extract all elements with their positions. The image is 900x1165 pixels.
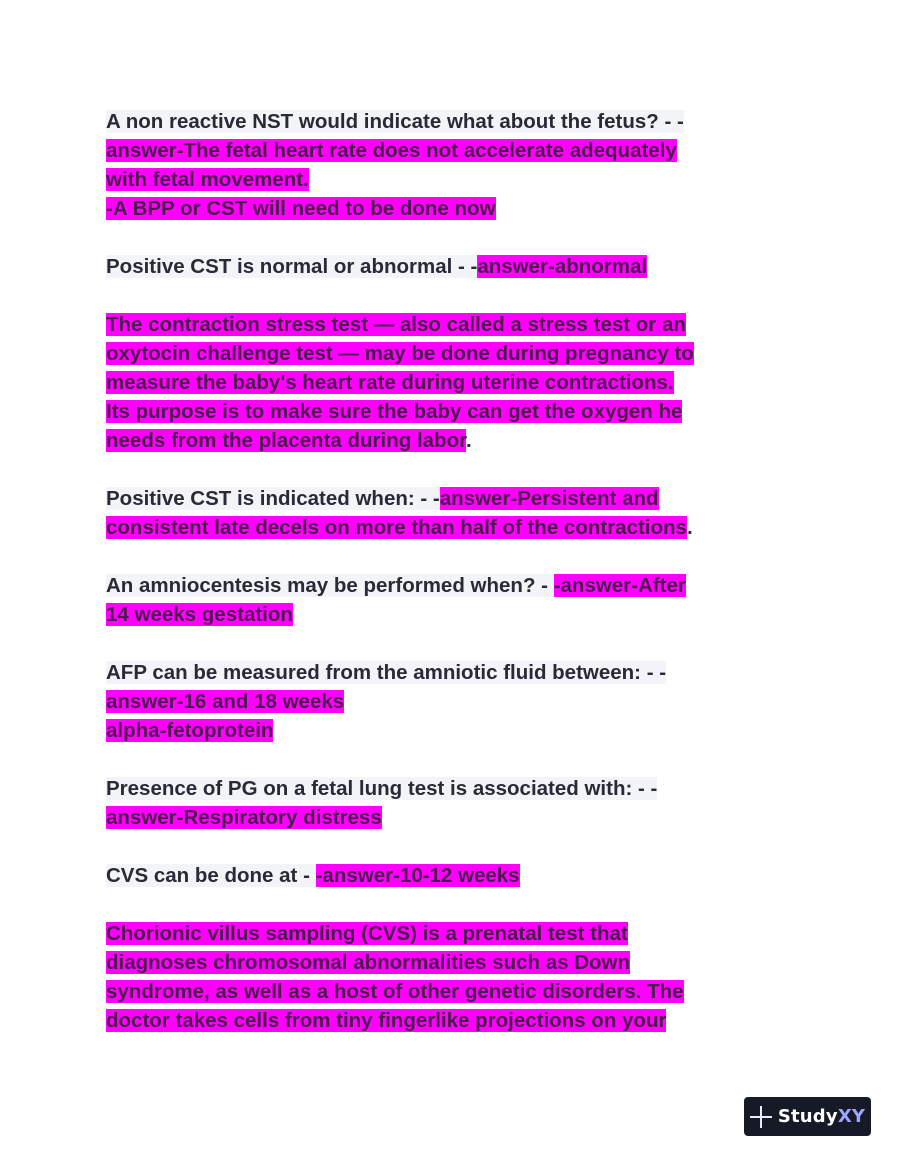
document-page	[106, 107, 796, 1035]
qa-block	[106, 252, 796, 281]
text-line	[106, 136, 796, 165]
question-text: CVS can be done at -	[106, 864, 316, 887]
text-line	[106, 484, 796, 513]
highlighted-answer-text: needs from the placenta during labor	[106, 429, 466, 452]
question-text: Positive CST is normal or abnormal - -	[106, 255, 478, 278]
highlighted-answer-text: The contraction stress test — also called a stress test or an	[106, 313, 686, 336]
highlighted-answer-text: Chorionic villus sampling (CVS) is a prenatal test that	[106, 922, 628, 945]
paragraph-gap	[106, 455, 796, 484]
highlighted-answer-text: answer-Persistent and	[439, 487, 659, 510]
question-text: AFP can be measured from the amniotic fluid between: - -	[106, 661, 667, 684]
highlighted-answer-text: diagnoses chromosomal abnormalities such as Down	[106, 951, 631, 974]
question-text: Positive CST is indicated when: - -	[106, 487, 440, 510]
text-line	[106, 252, 796, 281]
highlighted-answer-text: Its purpose is to make sure the baby can get the oxygen he	[106, 400, 683, 423]
paragraph-gap	[106, 223, 796, 252]
qa-block	[106, 107, 796, 223]
text-line	[106, 774, 796, 803]
text-line	[106, 165, 796, 194]
qa-block	[106, 571, 796, 629]
text-line	[106, 687, 796, 716]
question-text: A non reactive NST would indicate what about the fetus? - -	[106, 110, 684, 133]
question-text: Presence of PG on a fetal lung test is associated with: - -	[106, 777, 658, 800]
brand-accent-text: XY	[837, 1106, 866, 1127]
highlighted-answer-text: 14 weeks gestation	[106, 603, 293, 626]
highlighted-answer-text: alpha-fetoprotein	[106, 719, 274, 742]
highlighted-answer-text: answer-16 and 18 weeks	[106, 690, 345, 713]
highlighted-answer-text: -answer-10-12 weeks	[315, 864, 520, 887]
highlighted-answer-text: syndrome, as well as a host of other genetic disorders. The	[106, 980, 684, 1003]
paragraph-gap	[106, 832, 796, 861]
text-line	[106, 339, 796, 368]
text-line	[106, 571, 796, 600]
highlighted-answer-text: measure the baby's heart rate during uterine contractions.	[106, 371, 674, 394]
text-line	[106, 426, 796, 455]
text-line	[106, 513, 796, 542]
question-text: An amniocentesis may be performed when? -	[106, 574, 554, 597]
qa-block	[106, 484, 796, 542]
text-line	[106, 716, 796, 745]
text-line	[106, 194, 796, 223]
brand-main-text: Study	[777, 1106, 838, 1127]
studyxy-badge[interactable]	[744, 1097, 871, 1136]
text-line	[106, 948, 796, 977]
highlighted-answer-text: answer-The fetal heart rate does not accelerate adequately	[106, 139, 677, 162]
text-line	[106, 600, 796, 629]
text-line	[106, 919, 796, 948]
highlighted-answer-text: answer-abnormal	[477, 255, 648, 278]
highlighted-answer-text: with fetal movement.	[106, 168, 309, 191]
highlighted-answer-text: answer-Respiratory distress	[106, 806, 382, 829]
text-line	[106, 861, 796, 890]
plain-text: .	[465, 429, 472, 452]
text-line	[106, 310, 796, 339]
text-line	[106, 1006, 796, 1035]
highlighted-answer-text: -A BPP or CST will need to be done now	[106, 197, 496, 220]
text-line	[106, 107, 796, 136]
highlighted-answer-text: oxytocin challenge test — may be done during pregnancy to	[106, 342, 694, 365]
qa-block	[106, 310, 796, 455]
qa-block	[106, 658, 796, 745]
qa-block	[106, 919, 796, 1035]
paragraph-gap	[106, 629, 796, 658]
highlighted-answer-text: doctor takes cells from tiny fingerlike projections on your	[106, 1009, 667, 1032]
qa-block	[106, 861, 796, 890]
plain-text: .	[686, 516, 693, 539]
paragraph-gap	[106, 281, 796, 310]
text-line	[106, 803, 796, 832]
highlighted-answer-text: -answer-After	[553, 574, 686, 597]
qa-block	[106, 774, 796, 832]
highlighted-answer-text: consistent late decels on more than half of the contractions	[106, 516, 687, 539]
text-line	[106, 397, 796, 426]
text-line	[106, 368, 796, 397]
paragraph-gap	[106, 542, 796, 571]
brand-name	[778, 1106, 865, 1127]
plus-icon	[750, 1106, 772, 1128]
paragraph-gap	[106, 745, 796, 774]
text-line	[106, 977, 796, 1006]
text-line	[106, 658, 796, 687]
paragraph-gap	[106, 890, 796, 919]
